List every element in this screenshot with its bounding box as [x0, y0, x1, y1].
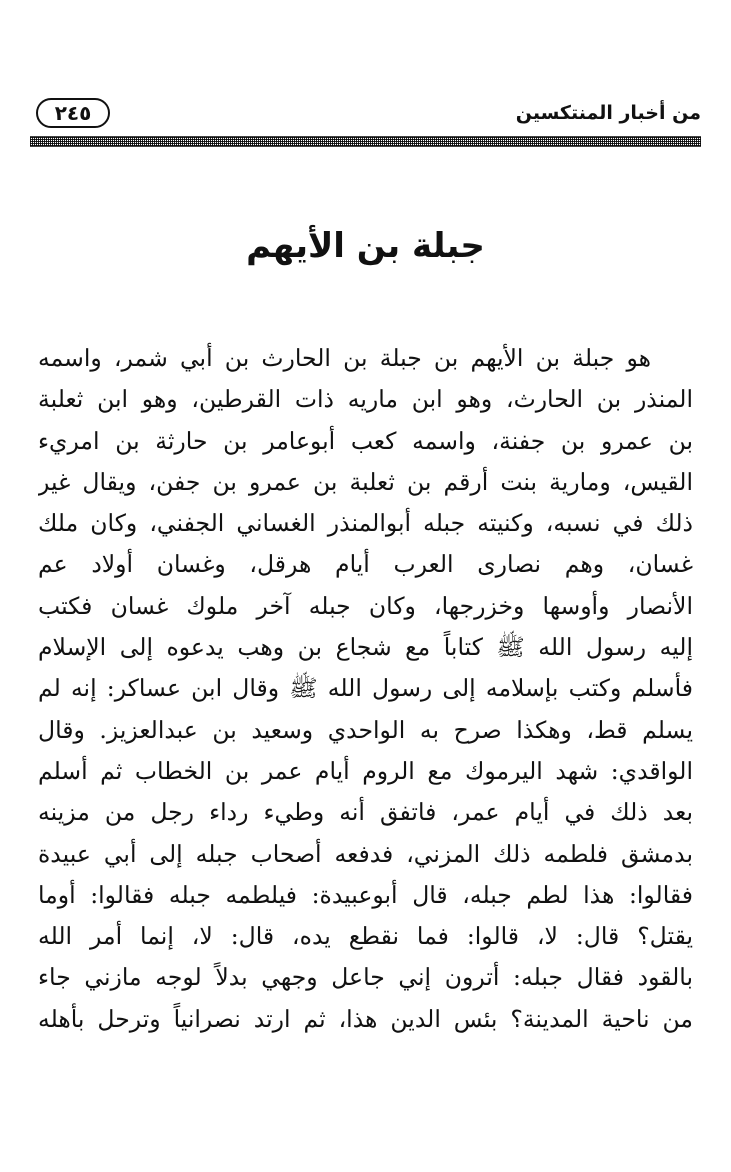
body-text [38, 338, 693, 1040]
text-line: الواقدي: شهد اليرموك مع الروم أيام عمر بن الخطاب ثم أسلم [38, 756, 693, 785]
text-line: الأنصار وأوسها وخزرجها، وكان جبله آخر ملوك غسان فكتب [38, 591, 693, 620]
text-line: ذلك في نسبه، وكنيته جبله أبوالمنذر الغساني الجفني، وكان ملك [38, 509, 693, 538]
page-header [30, 96, 701, 136]
text-line: القيس، ومارية بنت أرقم بن ثعلبة بن عمرو بن جفن، ويقال غير [38, 467, 693, 496]
text-line: بعد ذلك في أيام عمر، فاتفق أنه وطيء رداء رجل من مزينه [38, 798, 693, 827]
running-title: من أخبار المنتكسين [515, 102, 701, 124]
page-number: ٢٤٥ [36, 98, 110, 128]
header-rule [30, 136, 701, 147]
text-line: غسان، وهم نصارى العرب أيام هرقل، وغسان أولاد عم [38, 550, 693, 579]
text-line: فقالوا: هذا لطم جبله، قال أبوعبيدة: فيلطمه جبله فقالوا: أوما [38, 880, 693, 909]
text-line: يسلم قط، وهكذا صرح به الواحدي وسعيد بن عبدالعزيز. وقال [38, 715, 693, 744]
text-line: يقتل؟ قال: لا، قالوا: فما نقطع يده، قال: لا، إنما أمر الله [38, 922, 693, 951]
text-line: المنذر بن الحارث، وهو ابن ماريه ذات القرطين، وهو ابن ثعلبة [38, 385, 693, 414]
text-line: بدمشق فلطمه ذلك المزني، فدفعه أصحاب جبله إلى أبي عبيدة [38, 839, 693, 868]
text-line: بن عمرو بن جفنة، واسمه كعب أبوعامر بن حارثة بن امريء [38, 426, 693, 455]
text-line: بالقود فقال جبله: أترون إني جاعل وجهي بدلاً لوجه مازني جاء [38, 963, 693, 992]
chapter-title: جبلة بن الأيهم [246, 226, 485, 266]
text-line: هو جبلة بن الأيهم بن جبلة بن الحارث بن أبي شمر، واسمه [38, 344, 651, 372]
text-line: من ناحية المدينة؟ بئس الدين هذا، ثم ارتد نصرانياً وترحل بأهله [38, 1004, 693, 1033]
text-line: إليه رسول الله ﷺ كتاباً مع شجاع بن وهب يدعوه إلى الإسلام [38, 633, 693, 662]
text-line: فأسلم وكتب بإسلامه إلى رسول الله ﷺ وقال ابن عساكر: إنه لم [38, 674, 693, 703]
